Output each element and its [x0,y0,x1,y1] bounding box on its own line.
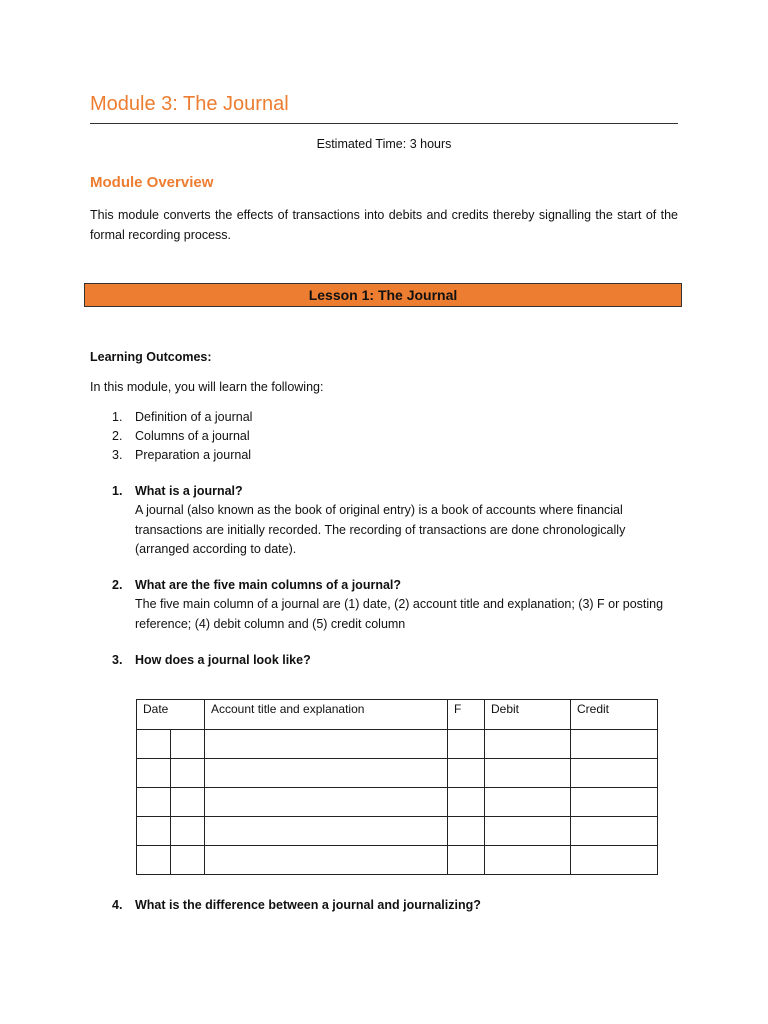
list-item: 1. Definition of a journal [112,410,253,424]
question-1 [112,482,678,560]
learning-outcomes-heading: Learning Outcomes: [90,350,212,364]
question-heading: 3. How does a journal look like? [112,653,311,667]
learning-outcomes-list [112,408,252,465]
question-4 [112,896,678,915]
module-title: Module 3: The Journal [90,93,289,115]
header-date: Date [137,700,205,730]
question-3 [112,651,678,670]
header-account: Account title and explanation [205,700,448,730]
overview-text: This module converts the effects of transactions into debits and credits thereby signalling the start of the formal recording process. [90,208,678,242]
table-row [137,730,658,759]
table-row [137,759,658,788]
question-2 [112,576,678,634]
estimated-time: Estimated Time: 3 hours [316,137,452,151]
lesson-banner: Lesson 1: The Journal [84,283,682,307]
title-divider [90,123,678,124]
header-f: F [448,700,485,730]
journal-table [136,699,658,875]
question-answer: The five main column of a journal are (1) date, (2) account title and explanation; (3) F or posting reference; (4) debit column and (5) credit column [135,597,664,631]
list-item: 3. Preparation a journal [112,448,252,462]
table-row [137,817,658,846]
table-row [137,846,658,875]
list-item: 2. Columns of a journal [112,429,250,443]
question-answer: A journal (also known as the book of original entry) is a book of accounts where financial transactions are initially recorded. The recording of transactions are done chronologically (arranged according to date). [135,503,626,556]
question-heading: 2. What are the five main columns of a journal? [112,578,402,592]
question-heading: 4. What is the difference between a journal and journalizing? [112,898,481,912]
overview-heading: Module Overview [90,174,214,191]
question-heading: 1. What is a journal? [112,484,243,498]
header-debit: Debit [485,700,571,730]
header-credit: Credit [571,700,658,730]
learning-outcomes-intro: In this module, you will learn the following: [90,380,324,394]
table-row [137,788,658,817]
table-header-row [137,700,658,730]
